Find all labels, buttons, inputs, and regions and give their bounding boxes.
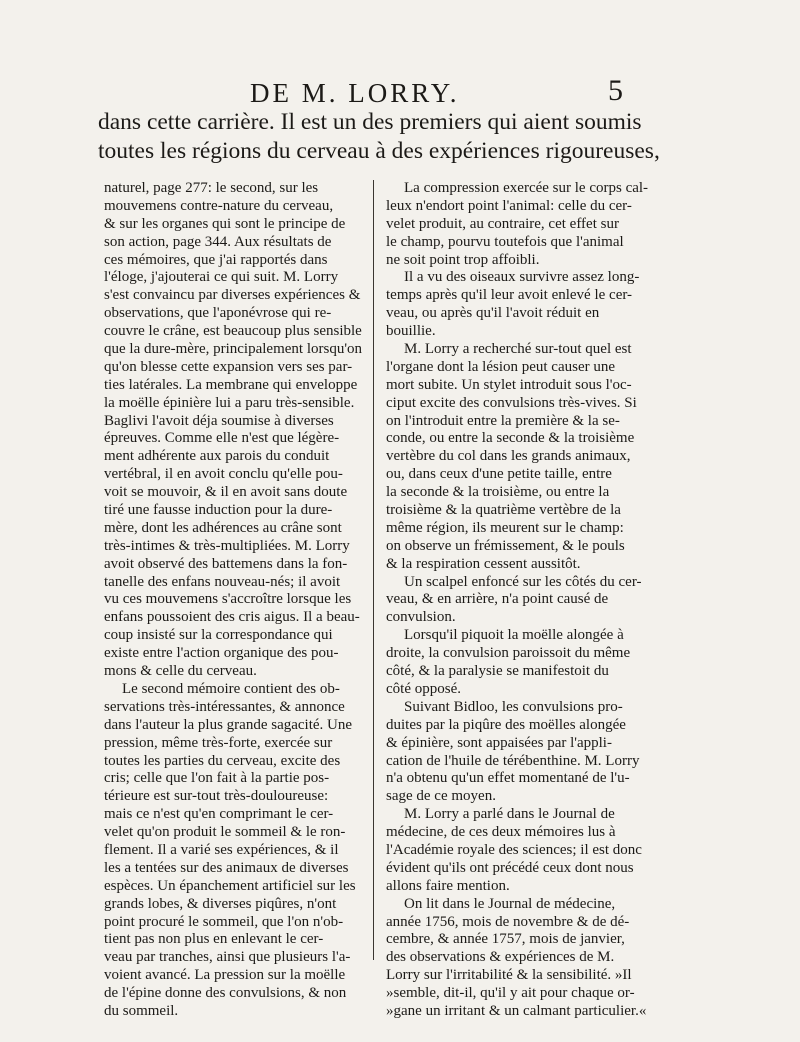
running-head (0, 74, 800, 110)
text-line: sage de ce moyen. (386, 788, 496, 805)
text-line: Suivant Bidloo, les convulsions pro- (404, 698, 623, 715)
text-line: très-intimes & très-multipliées. M. Lorry (104, 537, 350, 554)
text-line: troisième & la quatrième vertèbre de la (386, 502, 621, 519)
text-line: Baglivi l'avoit déja soumise à diverses (104, 412, 334, 429)
text-line: même région, ils meurent sur le champ: (386, 519, 624, 536)
text-line: tiré une fausse induction pour la dure- (104, 502, 333, 519)
text-line: & sur les organes qui sont le principe de (104, 215, 346, 232)
text-line: conde, ou entre la seconde & la troisième (386, 430, 635, 447)
text-line: mouvemens contre-nature du cerveau, (104, 197, 334, 214)
text-line: Il a vu des oiseaux survivre assez long- (404, 269, 640, 286)
text-line: point procuré le sommeil, que l'on n'ob- (104, 913, 344, 930)
text-line: veau, & en arrière, n'a point causé de (386, 591, 609, 608)
text-line: vu ces mouvemens s'accroître lorsque les (104, 591, 352, 608)
text-line: vertèbre du col dans les grands animaux, (386, 448, 631, 465)
text-line: tanelle des enfans nouveau-nés; il avoit (104, 573, 341, 590)
text-line: s'est convaincu par diverses expériences & (104, 287, 361, 304)
text-line: existe entre l'action organique des pou- (104, 645, 339, 662)
text-line: cation de l'huile de térébenthine. M. Lorry (386, 752, 640, 769)
text-line: dans l'auteur la plus grande sagacité. Une (104, 716, 353, 733)
text-line: mère, dont les adhérences au crâne sont (104, 519, 342, 536)
text-line: des observations & expériences de M. (386, 949, 615, 966)
text-line: Lorsqu'il piquoit la moëlle alongée à (404, 627, 624, 644)
text-line: mons & celle du cerveau. (104, 663, 257, 680)
text-line: du sommeil. (104, 1002, 179, 1019)
lead-line: toutes les régions du cerveau à des expériences rigoureuses, (98, 138, 660, 164)
text-line: on l'introduit entre la première & la se- (386, 412, 620, 429)
text-line: & la respiration cessent aussitôt. (386, 555, 581, 572)
text-line: ces mémoires, que j'ai rapportés dans (104, 251, 328, 268)
text-line: les a tentées sur des animaux de diverses (104, 859, 349, 876)
text-line: tient pas non plus en enlevant le cer- (104, 931, 324, 948)
text-line: cembre, & année 1757, mois de janvier, (386, 931, 625, 948)
text-line: côté, & la paralysie se manifestoit du (386, 663, 609, 680)
text-line: grands lobes, & diverses piqûres, n'ont (104, 895, 337, 912)
page-number: 5 (608, 74, 623, 107)
text-line: On lit dans le Journal de médecine, (404, 895, 616, 912)
text-line: voient avancé. La pression sur la moëlle (104, 967, 346, 984)
text-line: épreuves. Comme elle n'est que légère- (104, 430, 340, 447)
text-line: ou, dans ceux d'une petite taille, entre (386, 466, 612, 483)
text-line: temps après qu'il leur avoit enlevé le cer- (386, 287, 633, 304)
text-line: veau, ou après qu'il l'avoit réduit en (386, 305, 600, 322)
text-line: ties latérales. La membrane qui enveloppe (104, 376, 358, 393)
text-line: année 1756, mois de novembre & de dé- (386, 913, 630, 930)
text-line: convulsion. (386, 609, 456, 626)
text-line: l'organe dont la lésion peut causer une (386, 358, 616, 375)
right-column (386, 180, 649, 1021)
text-line: mais ce n'est qu'en comprimant le cer- (104, 806, 334, 823)
text-line: M. Lorry a recherché sur-tout quel est (404, 341, 632, 358)
text-line: »semble, dit-il, qu'il y ait pour chaque or- (386, 985, 635, 1002)
text-line: La compression exercée sur le corps cal- (404, 180, 649, 196)
text-line: pression, même très-forte, exercée sur (104, 734, 333, 751)
text-line: voit se mouvoir, & il en avoit sans doute (104, 484, 348, 501)
text-line: vertébral, il en avoit conclu qu'elle pou- (104, 466, 343, 483)
text-line: velet produit, au contraire, cet effet sur (386, 215, 619, 232)
text-line: enfans poussoient des cris aigus. Il a beau- (104, 609, 360, 626)
text-line: Un scalpel enfoncé sur les côtés du cer- (404, 573, 642, 590)
text-line: toutes les parties du cerveau, excite des (104, 752, 341, 769)
text-line: Le second mémoire contient des ob- (122, 680, 340, 697)
text-line: bouillie. (386, 323, 436, 340)
text-line: l'éloge, j'ajouterai ce qui suit. M. Lorry (104, 269, 339, 286)
text-line: veau par tranches, ainsi que plusieurs l'a- (104, 949, 351, 966)
text-line: allons faire mention. (386, 877, 510, 894)
text-line: cris; celle que l'on fait à la partie pos- (104, 770, 330, 787)
text-line: la seconde & la troisième, ou entre la (386, 484, 610, 501)
text-line: flement. Il a varié ses expériences, & il (104, 841, 339, 858)
text-line: la moëlle épinière lui a paru très-sensible. (104, 394, 355, 411)
text-line: de l'épine donne des convulsions, & non (104, 985, 347, 1002)
text-line: ne soit point trop affoibli. (386, 251, 540, 268)
text-line: côté opposé. (386, 680, 461, 697)
text-line: servations très-intéressantes, & annonce (104, 698, 345, 715)
text-line: & épinière, sont appaisées par l'appli- (386, 734, 612, 751)
running-title: DE M. LORRY. (250, 78, 460, 108)
text-line: naturel, page 277: le second, sur les (104, 180, 319, 196)
text-line: droite, la convulsion paroissoit du même (386, 645, 631, 662)
text-line: son action, page 344. Aux résultats de (104, 233, 332, 250)
text-line: on observe un frémissement, & le pouls (386, 537, 625, 554)
text-line: velet qu'on produit le sommeil & le ron- (104, 824, 346, 841)
lead-paragraph (98, 108, 660, 166)
text-line: leux n'endort point l'animal: celle du cer- (386, 197, 632, 214)
text-line: coup insisté sur la correspondance qui (104, 627, 333, 644)
text-line: évident qu'ils ont précédé ceux dont nous (386, 859, 634, 876)
text-line: n'a obtenu qu'un effet momentané de l'u- (386, 770, 630, 787)
text-line: le champ, pourvu toutefois que l'animal (386, 233, 624, 250)
left-column (104, 180, 364, 1021)
text-line: couvre le crâne, est beaucoup plus sensible (104, 323, 362, 340)
text-line: duites par la piqûre des moëlles alongée (386, 716, 626, 733)
text-line: mort subite. Un stylet introduit sous l'oc- (386, 376, 632, 393)
text-line: observations, que l'aponévrose qui re- (104, 305, 332, 322)
text-line: avoit observé des battemens dans la fon- (104, 555, 348, 572)
text-line: l'Académie royale des sciences; il est donc (386, 841, 642, 858)
text-line: M. Lorry a parlé dans le Journal de (404, 806, 615, 823)
text-line: médecine, de ces deux mémoires lus à (386, 824, 616, 841)
lead-line: dans cette carrière. Il est un des premiers qui aient soumis (98, 109, 642, 135)
text-line: ciput excite des convulsions très-vives. Si (386, 394, 637, 411)
text-line: que la dure-mère, principalement lorsqu'on (104, 341, 363, 358)
text-line: espèces. Un épanchement artificiel sur les (104, 877, 356, 894)
column-divider (373, 180, 374, 960)
text-line: térieure est sur-tout très-douloureuse: (104, 788, 329, 805)
text-line: qu'on blesse cette expansion vers ses par- (104, 358, 353, 375)
text-line: ment adhérente aux parois du conduit (104, 448, 330, 465)
text-line: Lorry sur l'irritabilité & la sensibilité. »Il (386, 967, 632, 984)
text-line: »gane un irritant & un calmant particulier.« (386, 1002, 647, 1019)
